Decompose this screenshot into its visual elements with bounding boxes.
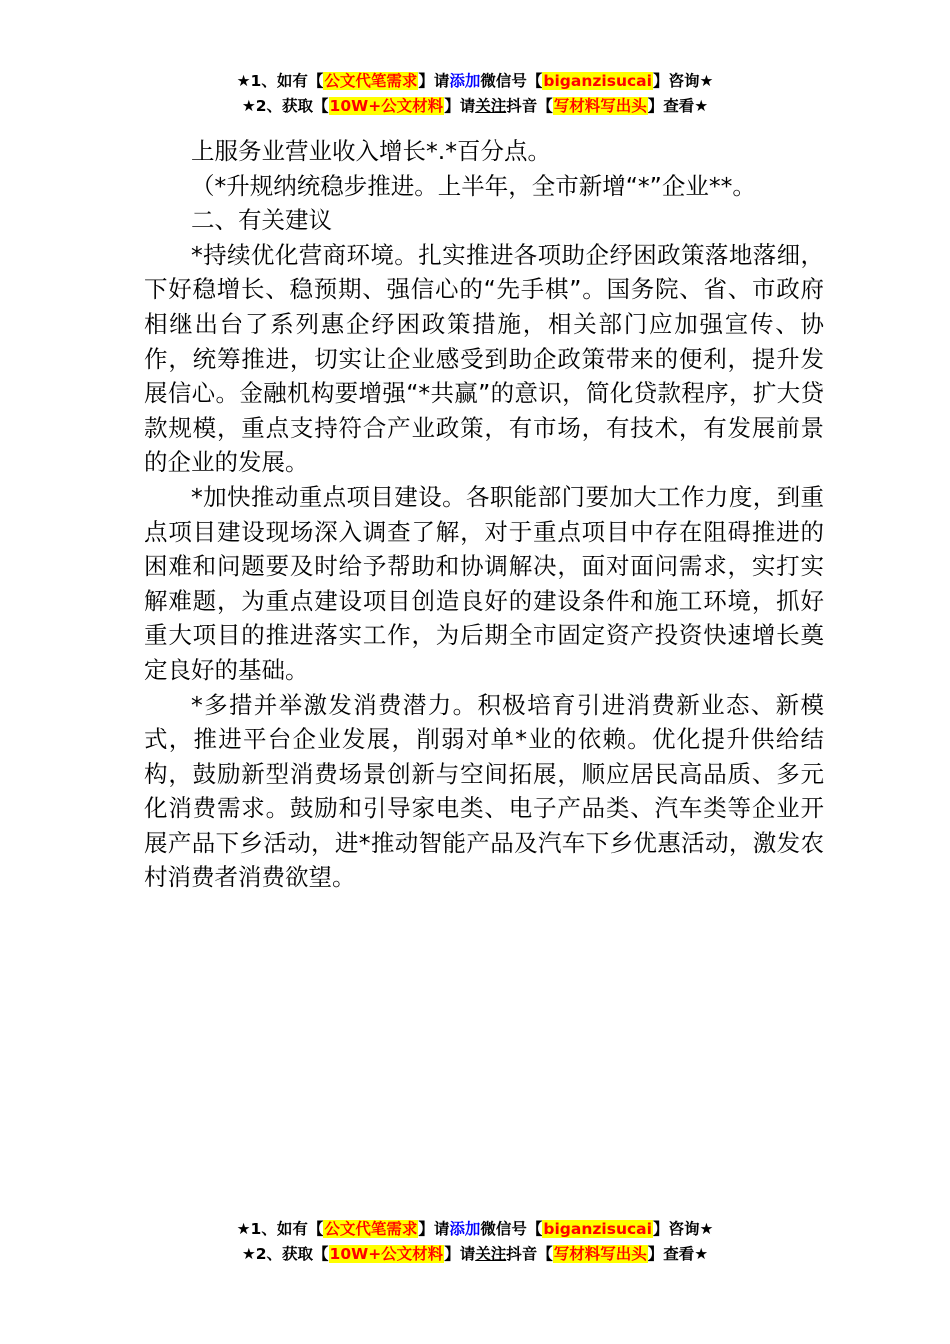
banner-text: 抖音【	[506, 1245, 553, 1263]
banner-text: 微信号【	[480, 72, 543, 90]
banner-text: ★1、如有【	[236, 1220, 324, 1238]
banner-line-1	[0, 69, 950, 94]
banner-line-2	[0, 94, 950, 119]
banner-text: ★2、获取【	[241, 1245, 329, 1263]
paragraph: *持续优化营商环境。扎实推进各项助企纾困政策落地落细，下好稳增长、稳预期、强信心的“先手棋”。国务院、省、市政府相继出台了系列惠企纾困政策措施，相关部门应加强宣传、协作，统筹推进，切实让企业感受到助企政策带来的便利，提升发展信心。金融机构要增强“*共赢”的意识，简化贷款程序，扩大贷款规模，重点支持符合产业政策，有市场，有技术，有发展前景的企业的发展。	[144, 240, 824, 477]
paragraph: *多措并举激发消费潜力。积极培育引进消费新业态、新模式，推进平台企业发展，削弱对单*业的依赖。优化提升供给结构，鼓励新型消费场景创新与空间拓展，顺应居民高品质、多元化消费需求。鼓励和引导家电类、电子产品类、汽车类等企业开展产品下乡活动，进*推动智能产品及汽车下乡优惠活动，激发农村消费者消费欲望。	[144, 690, 824, 892]
banner-text: ★1、如有【	[236, 72, 324, 90]
banner-text: 】咨询★	[652, 1220, 714, 1238]
banner-highlight: biganzisucai	[543, 72, 652, 90]
banner-highlight: 写材料写出头	[553, 97, 647, 115]
banner-highlight: 公文代笔需求	[324, 1220, 418, 1238]
banner-text: 】咨询★	[652, 72, 714, 90]
banner-text: 】查看★	[647, 1245, 709, 1263]
banner-emphasis: 添加	[449, 1220, 481, 1238]
banner-text: 】请	[444, 97, 476, 115]
paragraph: 上服务业营业收入增长*.*百分点。	[191, 137, 551, 165]
banner-emphasis: 添加	[449, 72, 481, 90]
banner-text: ★2、获取【	[241, 97, 329, 115]
banner-emphasis: 关注	[475, 1245, 507, 1263]
banner-highlight: 10W+公文材料	[329, 1245, 444, 1263]
banner-highlight: 写材料写出头	[553, 1245, 647, 1263]
header-banner	[0, 69, 950, 119]
footer-banner	[0, 1217, 950, 1267]
banner-highlight: biganzisucai	[543, 1220, 652, 1238]
paragraph: （*升规纳统稳步推进。上半年，全市新增“*”企业**。	[191, 171, 756, 200]
section-heading: 二、有关建议	[191, 206, 332, 235]
banner-text: 抖音【	[506, 97, 553, 115]
banner-emphasis: 关注	[475, 97, 507, 115]
banner-line-1	[0, 1217, 950, 1242]
banner-text: 】请	[418, 72, 450, 90]
banner-text: 】请	[418, 1220, 450, 1238]
banner-text: 微信号【	[480, 1220, 543, 1238]
banner-text: 】请	[444, 1245, 476, 1263]
banner-highlight: 公文代笔需求	[324, 72, 418, 90]
paragraph: *加快推动重点项目建设。各职能部门要加大工作力度，到重点项目建设现场深入调查了解，对于重点项目中存在阻碍推进的困难和问题要及时给予帮助和协调解决，面对面问需求，实打实解难题，为重点建设项目创造良好的建设条件和施工环境，抓好重大项目的推进落实工作，为后期全市固定资产投资快速增长奠定良好的基础。	[144, 482, 824, 684]
document-body	[144, 134, 824, 895]
banner-highlight: 10W+公文材料	[329, 97, 444, 115]
banner-text: 】查看★	[647, 97, 709, 115]
banner-line-2	[0, 1242, 950, 1267]
